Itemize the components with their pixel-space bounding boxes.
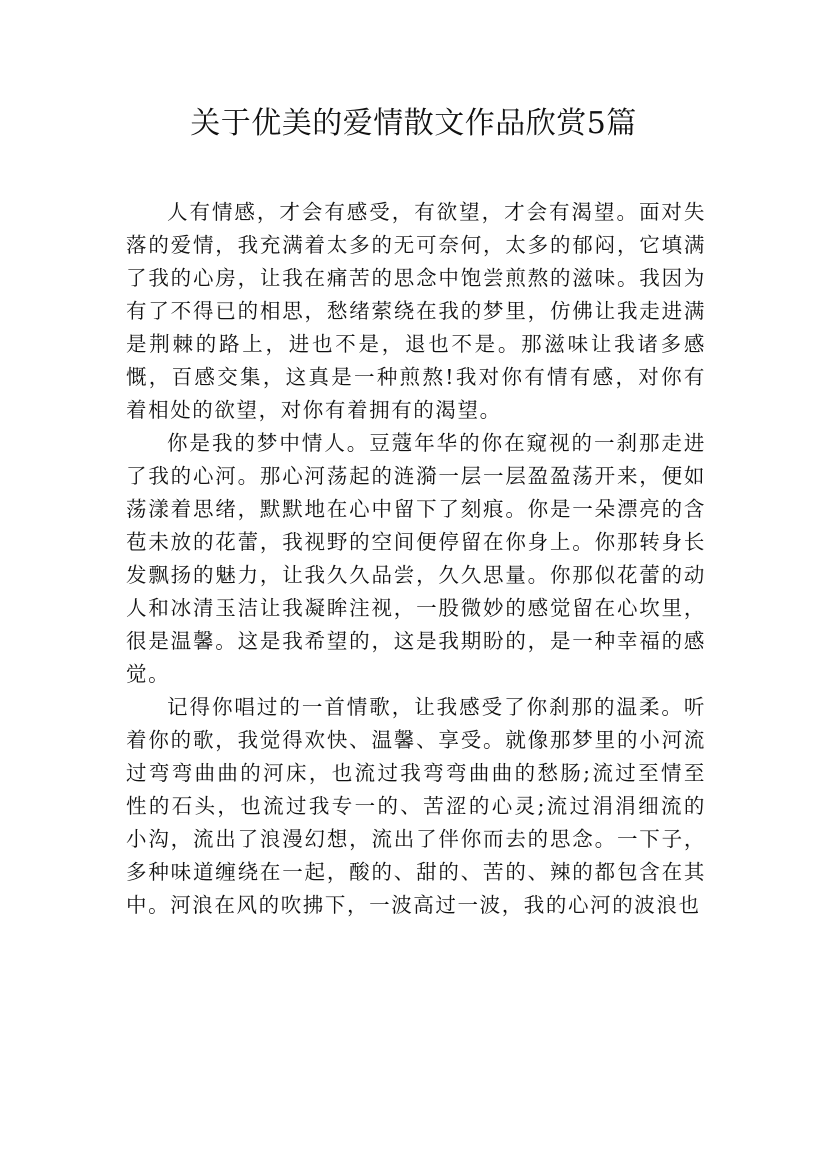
document-title: 关于优美的爱情散文作品欣赏5篇 bbox=[190, 106, 637, 141]
paragraph-2: 你是我的梦中情人。豆蔻年华的你在窥视的一刹那走进了我的心河。那心河荡起的涟漪一层一层盈盈荡开来，便如荡漾着思绪，默默地在心中留下了刻痕。你是一朵漂亮的含苞未放的花蕾，我视野的空间便停留在你身上。你那转身长发飘扬的魅力，让我久久品尝，久久思量。你那似花蕾的动人和冰清玉洁让我凝眸注视，一股微妙的感觉留在心坎里，很是温馨。这是我希望的，这是我期盼的，是一种幸福的感觉。 bbox=[126, 431, 706, 686]
document-body bbox=[126, 196, 706, 922]
paragraph-1: 人有情感，才会有感受，有欲望，才会有渴望。面对失落的爱情，我充满着太多的无可奈何，太多的郁闷，它填满了我的心房，让我在痛苦的思念中饱尝煎熬的滋味。我因为有了不得已的相思，愁绪萦绕在我的梦里，仿佛让我走进满是荆棘的路上，进也不是，退也不是。那滋味让我诸多感慨，百感交集，这真是一种煎熬!我对你有情有感，对你有着相处的欲望，对你有着拥有的渴望。 bbox=[126, 200, 706, 422]
paragraph-3: 记得你唱过的一首情歌，让我感受了你刹那的温柔。听着你的歌，我觉得欢快、温馨、享受。就像那梦里的小河流过弯弯曲曲的河床，也流过我弯弯曲曲的愁肠;流过至情至性的石头，也流过我专一的、苦涩的心灵;流过涓涓细流的小沟，流出了浪漫幻想，流出了伴你而去的思念。一下子，多种味道缠绕在一起，酸的、甜的、苦的、辣的都包含在其中。河浪在风的吹拂下，一波高过一波，我的心河的波浪也 bbox=[126, 695, 706, 917]
